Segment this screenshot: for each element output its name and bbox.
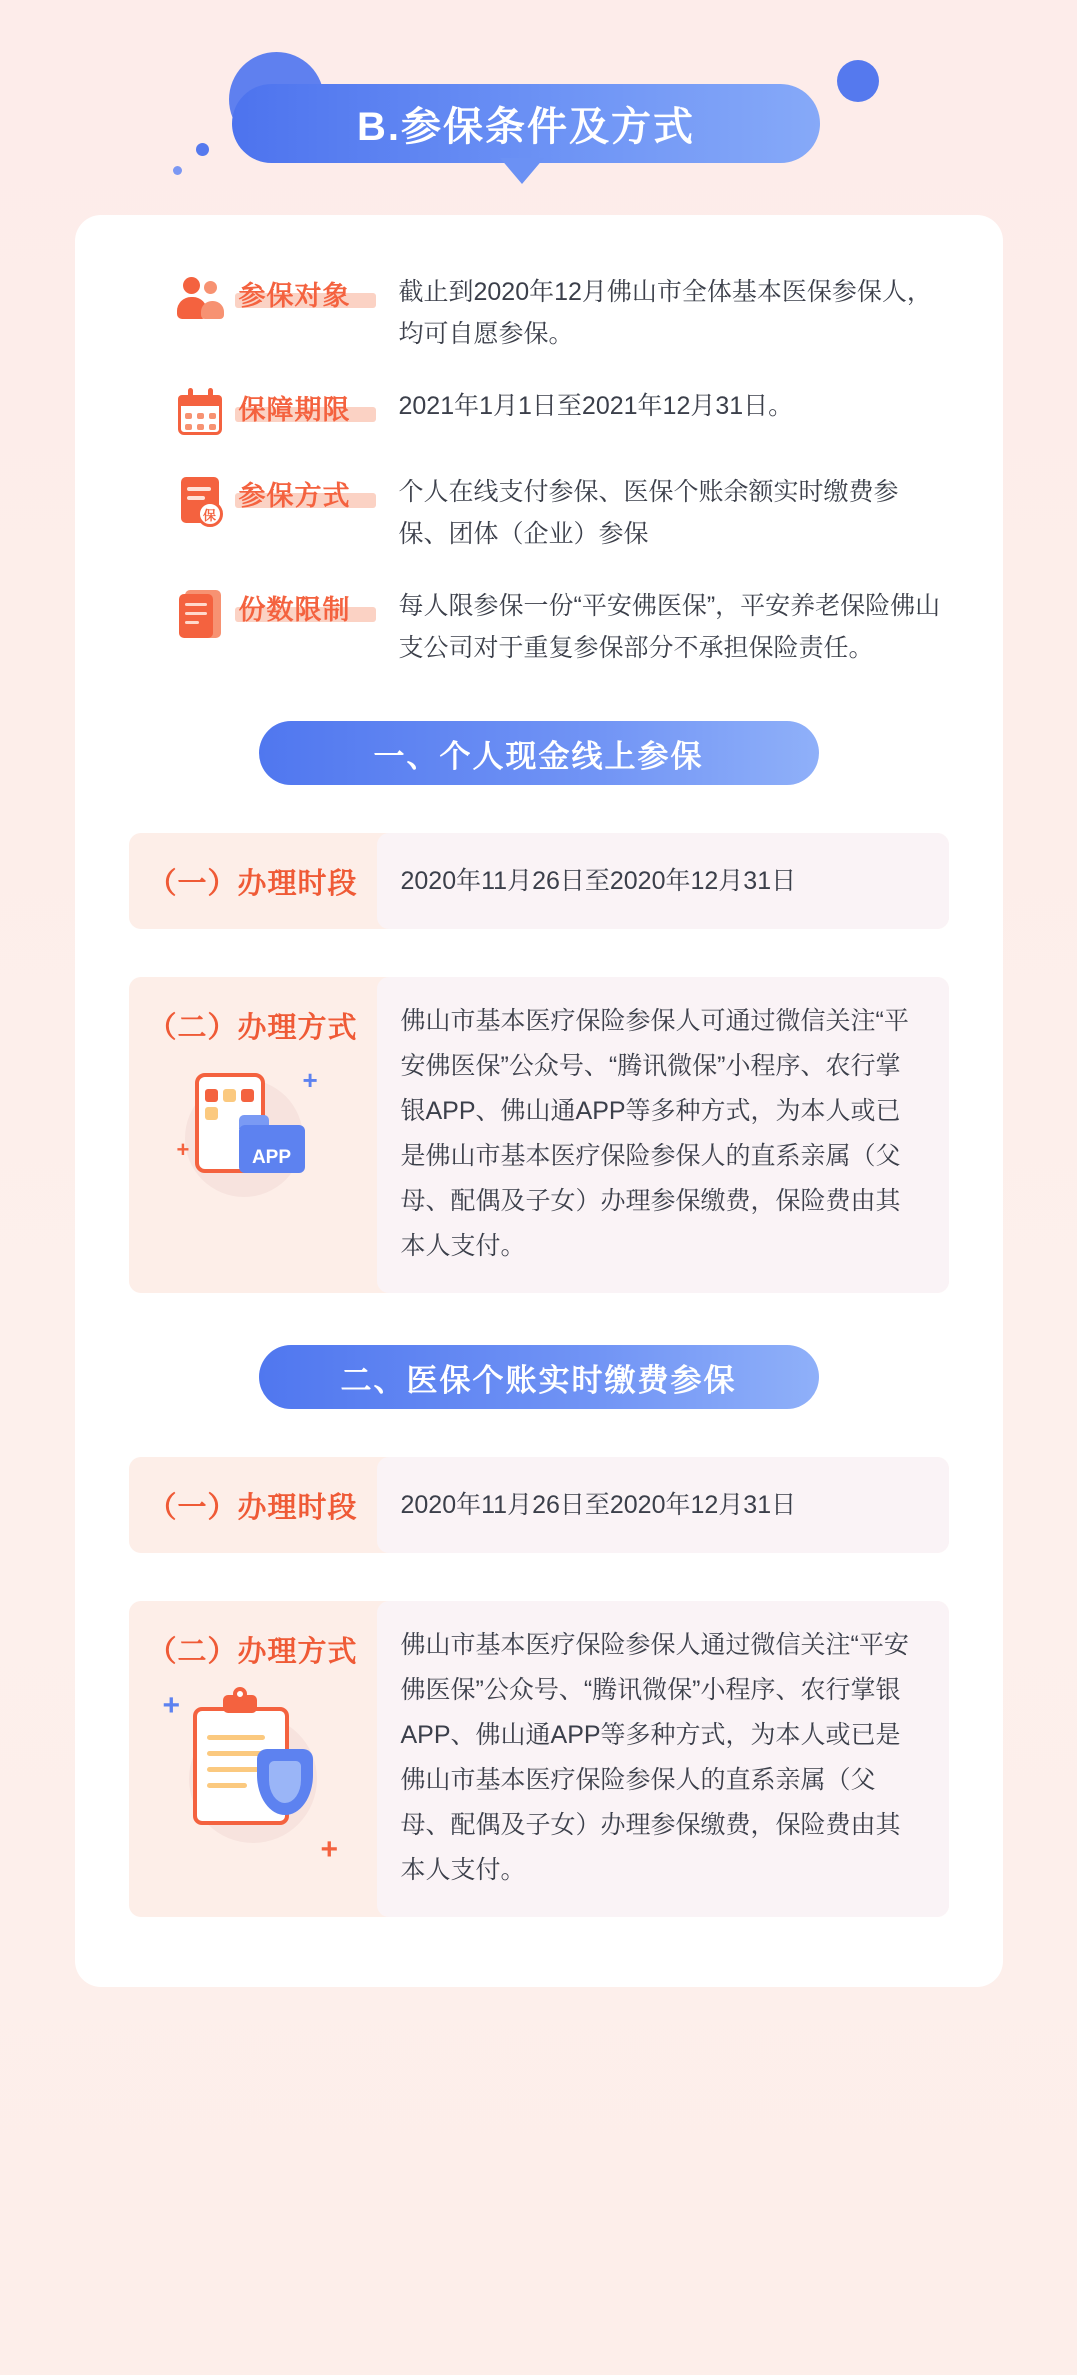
- info-row: [175, 385, 943, 441]
- sub-block-left: [129, 977, 377, 1293]
- banner-title-pill: [232, 84, 820, 163]
- page-title: B.参保条件及方式: [357, 105, 695, 149]
- people-icon: [175, 273, 231, 327]
- sub-block-text: 2020年11月26日至2020年12月31日: [377, 1457, 949, 1553]
- banner-pointer: [500, 158, 544, 184]
- sub-block-left: [129, 833, 377, 929]
- info-row: [175, 271, 943, 355]
- section-heading-1: 一、个人现金线上参保: [259, 721, 819, 785]
- sub-block-left: [129, 1457, 377, 1553]
- page-header: [0, 0, 1077, 215]
- decor-dot-small: [196, 143, 209, 156]
- info-text: 个人在线支付参保、医保个账余额实时缴费参保、团体（企业）参保: [398, 478, 899, 548]
- sub-block-left: [129, 1601, 377, 1917]
- sub-block-time-1: [129, 833, 949, 929]
- list-document-icon: [175, 587, 231, 641]
- info-label: 参保对象: [238, 280, 351, 311]
- sub-block-method-2: [129, 1601, 949, 1917]
- info-list: [75, 271, 1003, 669]
- phone-app-icon: APP + +: [171, 1063, 341, 1203]
- info-label: 参保方式: [238, 480, 351, 511]
- info-label: 份数限制: [238, 594, 351, 625]
- clipboard-shield-icon: + +: [162, 1689, 339, 1866]
- decor-dot-large: [837, 60, 879, 102]
- sub-block-title: （二）办理方式: [147, 1012, 358, 1044]
- info-label-wrap: [231, 585, 381, 629]
- insurance-badge: 保: [197, 501, 223, 527]
- content-card: [75, 215, 1003, 1987]
- sub-block-method-1: [129, 977, 949, 1293]
- info-row: [175, 585, 943, 669]
- info-label-wrap: [231, 271, 381, 315]
- info-text: 2021年1月1日至2021年12月31日。: [398, 392, 794, 420]
- info-text: 截止到2020年12月佛山市全体基本医保参保人，均可自愿参保。: [398, 278, 932, 348]
- info-label-wrap: [231, 385, 381, 429]
- sub-block-time-2: [129, 1457, 949, 1553]
- sub-block-text: 佛山市基本医疗保险参保人通过微信关注“平安佛医保”公众号、“腾讯微保”小程序、农行掌银APP、佛山通APP等多种方式，为本人或已是佛山市基本医疗保险参保人的直系亲属（父母、配偶及子女）办理参保缴费，保险费由其本人支付。: [377, 1601, 949, 1917]
- section-heading-2: 二、医保个账实时缴费参保: [259, 1345, 819, 1409]
- app-label: APP: [239, 1125, 305, 1173]
- sub-block-title: （一）办理时段: [147, 868, 358, 900]
- calendar-icon: [175, 387, 231, 441]
- info-text: 每人限参保一份“平安佛医保”，平安养老保险佛山支公司对于重复参保部分不承担保险责任。: [398, 592, 941, 662]
- decor-dot-tiny: [173, 166, 182, 175]
- sub-block-text: 佛山市基本医疗保险参保人可通过微信关注“平安佛医保”公众号、“腾讯微保”小程序、农行掌银APP、佛山通APP等多种方式，为本人或已是佛山市基本医疗保险参保人的直系亲属（父母、配偶及子女）办理参保缴费，保险费由其本人支付。: [377, 977, 949, 1293]
- sub-block-text: 2020年11月26日至2020年12月31日: [377, 833, 949, 929]
- insurance-document-icon: [175, 473, 231, 527]
- info-label: 保障期限: [238, 394, 351, 425]
- info-row: [175, 471, 943, 555]
- sub-block-title: （二）办理方式: [147, 1636, 358, 1668]
- sub-block-title: （一）办理时段: [147, 1492, 358, 1524]
- info-label-wrap: [231, 471, 381, 515]
